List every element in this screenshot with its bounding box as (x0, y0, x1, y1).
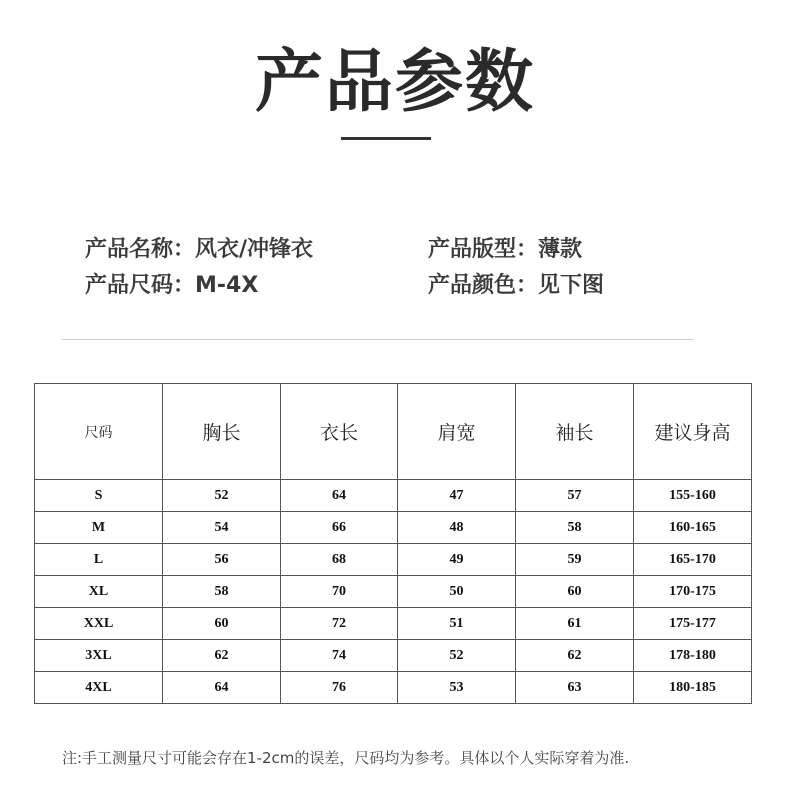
header-chest: 胸长 (163, 384, 281, 480)
size-chart-table (34, 383, 752, 704)
cell-sleeve: 57 (516, 480, 634, 512)
cell-height: 178-180 (634, 640, 752, 672)
table-row (35, 544, 752, 576)
cell-sleeve: 62 (516, 640, 634, 672)
measurement-note: 注:手工测量尺寸可能会存在1-2cm的误差，尺码均为参考。具体以个人实际穿着为准. (62, 749, 630, 767)
cell-chest: 52 (163, 480, 281, 512)
cell-height: 155-160 (634, 480, 752, 512)
table-header-row (35, 384, 752, 480)
cell-length: 72 (281, 608, 398, 640)
header-length: 衣长 (281, 384, 398, 480)
cell-length: 70 (281, 576, 398, 608)
cell-size: L (35, 544, 163, 576)
cell-chest: 64 (163, 672, 281, 704)
cell-height: 165-170 (634, 544, 752, 576)
table-row (35, 480, 752, 512)
cell-size: XL (35, 576, 163, 608)
table-row (35, 608, 752, 640)
header-sleeve: 袖长 (516, 384, 634, 480)
cell-sleeve: 58 (516, 512, 634, 544)
cell-length: 74 (281, 640, 398, 672)
cell-shoulder: 52 (398, 640, 516, 672)
cell-shoulder: 51 (398, 608, 516, 640)
cell-height: 160-165 (634, 512, 752, 544)
cell-length: 76 (281, 672, 398, 704)
cell-size: 4XL (35, 672, 163, 704)
cell-length: 66 (281, 512, 398, 544)
cell-size: S (35, 480, 163, 512)
cell-height: 180-185 (634, 672, 752, 704)
cell-shoulder: 49 (398, 544, 516, 576)
cell-shoulder: 47 (398, 480, 516, 512)
cell-sleeve: 63 (516, 672, 634, 704)
spec-product-size: 产品尺码：M-4X (85, 273, 259, 298)
section-divider (62, 339, 694, 340)
table-row (35, 672, 752, 704)
cell-chest: 60 (163, 608, 281, 640)
cell-chest: 54 (163, 512, 281, 544)
cell-chest: 56 (163, 544, 281, 576)
title-underline (341, 137, 431, 140)
header-height: 建议身高 (634, 384, 752, 480)
spec-product-fit: 产品版型：薄款 (428, 237, 583, 262)
header-shoulder: 肩宽 (398, 384, 516, 480)
cell-sleeve: 61 (516, 608, 634, 640)
spec-product-name: 产品名称：风衣/冲锋衣 (85, 237, 314, 262)
cell-size: M (35, 512, 163, 544)
cell-shoulder: 50 (398, 576, 516, 608)
cell-size: XXL (35, 608, 163, 640)
cell-sleeve: 59 (516, 544, 634, 576)
cell-sleeve: 60 (516, 576, 634, 608)
table-row (35, 640, 752, 672)
table-row (35, 512, 752, 544)
cell-chest: 62 (163, 640, 281, 672)
table-row (35, 576, 752, 608)
header-size: 尺码 (35, 384, 163, 480)
cell-size: 3XL (35, 640, 163, 672)
cell-length: 64 (281, 480, 398, 512)
spec-product-color: 产品颜色：见下图 (428, 273, 605, 298)
cell-chest: 58 (163, 576, 281, 608)
page-title: 产品参数 (254, 43, 535, 122)
cell-height: 170-175 (634, 576, 752, 608)
cell-height: 175-177 (634, 608, 752, 640)
cell-shoulder: 48 (398, 512, 516, 544)
cell-shoulder: 53 (398, 672, 516, 704)
cell-length: 68 (281, 544, 398, 576)
